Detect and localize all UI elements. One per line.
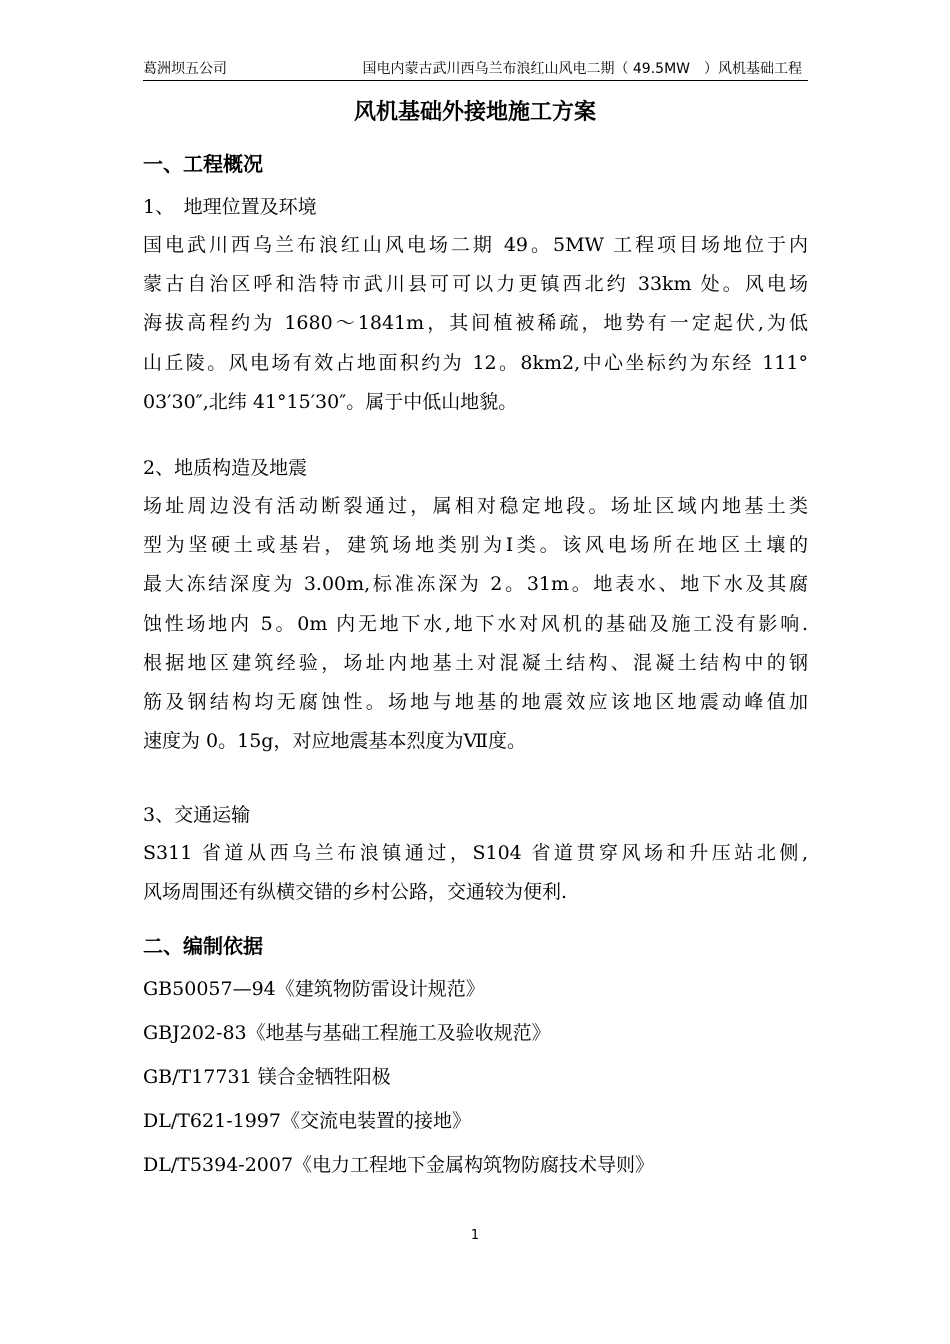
page-header (143, 56, 808, 81)
paragraph-line: 风场周围还有纵横交错的乡村公路，交通较为便利. (143, 881, 568, 904)
paragraph-line: 山丘陵。风电场有效占地面积约为 12。8km2,中心坐标约为东经 111° (143, 351, 808, 374)
section-2-heading: 二、编制依据 (143, 934, 263, 958)
paragraph-line: 筋及钢结构均无腐蚀性。场地与地基的地震效应该地区地震动峰值加 (143, 691, 808, 714)
paragraph-line: 蚀性场地内 5。0m 内无地下水,地下水对风机的基础及施工没有影响. (143, 612, 808, 635)
paragraph-line: 型为坚硬土或基岩，建筑场地类别为Ⅰ类。该风电场所在地区土壤的 (143, 534, 808, 557)
paragraph-line: 海拔高程约为 1680～1841m，其间植被稀疏，地势有一定起伏,为低 (143, 312, 808, 335)
paragraph-line: 速度为 0。15g，对应地震基本烈度为Ⅶ度。 (143, 730, 526, 753)
reference-item: DL/T5394-2007《电力工程地下金属构筑物防腐技术导则》 (143, 1154, 655, 1176)
paragraph-line: 国电武川西乌兰布浪红山风电场二期 49。5MW 工程项目场地位于内 (143, 234, 808, 256)
paragraph-line: 03′30″,北纬 41°15′30″。属于中低山地貌。 (143, 390, 518, 413)
subsection-2-paragraph (143, 487, 808, 761)
reference-item: DL/T621-1997《交流电装置的接地》 (143, 1110, 471, 1132)
document-title: 风机基础外接地施工方案 (353, 100, 596, 125)
paragraph-line: 根据地区建筑经验，场址内地基土对混凝土结构、混凝土结构中的钢 (143, 651, 808, 674)
subsection-1-heading: 1、 地理位置及环境 (143, 196, 317, 218)
header-project: 国电内蒙古武川西乌兰布浪红山风电二期（ 49.5MW ）风机基础工程 (362, 61, 802, 77)
subsection-1-paragraph (143, 226, 808, 422)
subsection-3-paragraph (143, 834, 808, 912)
paragraph-line: 最大冻结深度为 3.00m,标准冻深为 2。31m。地表水、地下水及其腐 (143, 573, 808, 596)
reference-item: GB50057—94《建筑物防雷设计规范》 (143, 978, 485, 1000)
reference-item: GB/T17731 镁合金牺牲阳极 (143, 1066, 391, 1088)
paragraph-line: 蒙古自治区呼和浩特市武川县可可以力更镇西北约 33km 处。风电场 (143, 273, 808, 296)
subsection-2-heading: 2、地质构造及地震 (143, 457, 308, 479)
paragraph-line: 场址周边没有活动断裂通过，属相对稳定地段。场址区域内地基土类 (143, 495, 808, 517)
section-1-heading: 一、工程概况 (143, 152, 263, 176)
paragraph-line: S311 省道从西乌兰布浪镇通过，S104 省道贯穿风场和升压站北侧, (143, 842, 808, 864)
header-company: 葛洲坝五公司 (143, 61, 227, 77)
subsection-3-heading: 3、交通运输 (143, 804, 251, 826)
page-number: 1 (470, 1228, 480, 1243)
reference-item: GBJ202-83《地基与基础工程施工及验收规范》 (143, 1022, 551, 1044)
